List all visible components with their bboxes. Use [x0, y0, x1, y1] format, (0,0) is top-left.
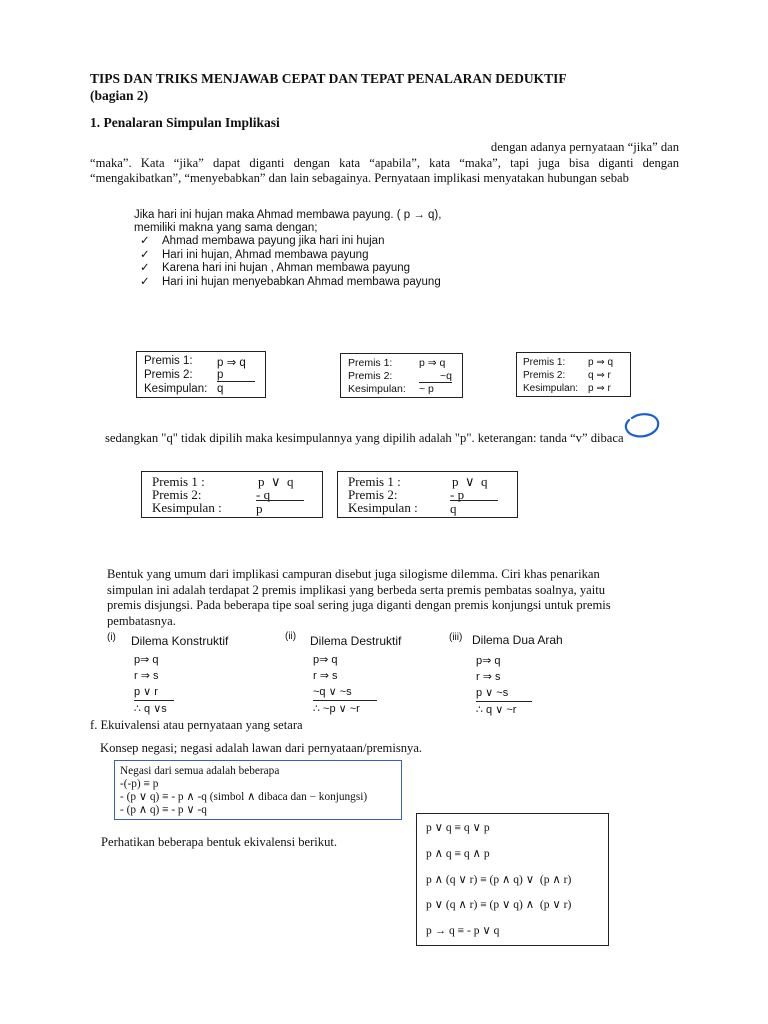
- check-icon: ✓: [140, 248, 150, 261]
- dilemma-paragraph: [107, 567, 667, 629]
- negation-line: - (p ∧ q) ≡ - p ∨ -q: [120, 804, 207, 816]
- premise-1-value: p ∨ q: [258, 474, 294, 489]
- disjunction-box-1: [141, 471, 323, 518]
- dilemma-3-number: (iii): [449, 632, 463, 643]
- paragraph-line-1: dengan adanya pernyataan “jika” dan: [490, 140, 679, 154]
- dilemma-step: p⇒ q: [476, 655, 501, 667]
- conclusion-label: Kesimpulan:: [144, 383, 208, 395]
- conclusion-value: p ⇒ r: [588, 383, 611, 394]
- disjunction-box-2: [337, 471, 518, 518]
- disjunction-text: sedangkan "q" tidak dipilih maka kesimpulannya yang dipilih adalah "p". keterangan: tanda “v” dibaca: [105, 431, 624, 445]
- premise-box-modus-tollens: [340, 353, 463, 398]
- conclusion-label: Kesimpulan :: [348, 500, 418, 515]
- dilemma-2-number: (ii): [285, 631, 297, 642]
- conclusion-value: ~ p: [419, 383, 434, 395]
- check-icon: ✓: [140, 235, 150, 247]
- dilemma-step: p ∨ r: [134, 684, 174, 701]
- negation-line: -(-p) ≡ p: [120, 778, 159, 790]
- premise-1-value: p ⇒ q: [419, 357, 446, 369]
- premise-2-value: - p: [450, 487, 465, 502]
- check-icon: ✓: [140, 275, 150, 288]
- negation-line: - (p ∨ q) ≡ - p ∧ -q (simbol ∧ dibaca dan − konjungsi): [120, 791, 368, 803]
- equivalence-form: p ∧ q ≡ q ∧ p: [426, 848, 490, 860]
- document-title: TIPS DAN TRIKS MENJAWAB CEPAT DAN TEPAT PENALARAN DEDUKTIF: [90, 71, 567, 86]
- dilemma-line: premis disjungsi. Pada beberapa tipe soal sering juga diganti dengan premis konjungsi untuk premis: [107, 598, 611, 612]
- list-item-text: Hari ini hujan menyebabkan Ahmad membawa payung: [162, 275, 441, 288]
- dilemma-step: r ⇒ s: [134, 670, 159, 682]
- paragraph-line-2: [90, 155, 679, 171]
- dilemma-line: pembatasnya.: [107, 613, 176, 628]
- dilemma-step: p ∨ ~s: [476, 685, 532, 702]
- dilemma-3-steps: [476, 653, 532, 718]
- list-item: [140, 235, 441, 249]
- premise-2-value: q ⇒ r: [588, 370, 611, 381]
- conclusion-label: Kesimpulan:: [523, 383, 579, 394]
- premise-1-label: Premis 1:: [144, 355, 193, 367]
- equivalence-form: p ∨ q ≡ q ∨ p: [426, 822, 490, 834]
- list-item: [140, 276, 441, 290]
- conclusion-value: p: [256, 500, 304, 517]
- list-item-text: Hari ini hujan, Ahmad membawa payung: [162, 248, 369, 261]
- equivalence-heading: f. Ekuivalensi atau pernyataan yang setara: [90, 718, 303, 732]
- premise-2-value: - q: [256, 487, 271, 502]
- equivalence-form: p ∧ (q ∨ r) ≡ (p ∧ q) ∨ (p ∧ r): [426, 874, 572, 886]
- premise-2-label: Premis 2:: [348, 370, 393, 382]
- dilemma-step: ∴ q ∨s: [134, 703, 167, 715]
- dilemma-line: simpulan ini adalah terdapat 2 premis implikasi yang berbeda serta premis pembatas soalnya, yaitu: [107, 582, 606, 597]
- equivalence-form: p → q ≡ - p ∨ q: [426, 925, 500, 937]
- dilemma-step: p⇒ q: [134, 654, 159, 666]
- premise-2-value: p: [217, 369, 255, 382]
- dilemma-1-number: (i): [107, 632, 116, 643]
- dilemma-step: ~q ∨ ~s: [313, 684, 377, 701]
- negation-box: [114, 760, 402, 820]
- forms-intro: Perhatikan beberapa bentuk ekivalensi berikut.: [101, 835, 338, 849]
- premise-1-label: Premis 1:: [523, 357, 566, 368]
- list-item: [140, 249, 441, 263]
- list-item: [140, 262, 441, 276]
- equivalence-form: p ∨ (q ∧ r) ≡ (p ∨ q) ∧ (p ∨ r): [426, 899, 572, 911]
- premise-2-label: Premis 2:: [144, 369, 193, 381]
- dilemma-3-name: Dilema Dua Arah: [472, 633, 563, 647]
- dilemma-step: r ⇒ s: [313, 670, 338, 682]
- premise-box-syllogism: [516, 352, 631, 397]
- dilemma-step: p⇒ q: [313, 654, 338, 666]
- list-item-text: Karena hari ini hujan , Ahman membawa payung: [162, 262, 411, 274]
- negation-line: Negasi dari semua adalah beberapa: [120, 765, 280, 777]
- annotation-circle-icon: [620, 411, 662, 441]
- check-list: [140, 235, 441, 289]
- conclusion-value: q: [450, 500, 498, 517]
- premise-2-label: Premis 2:: [152, 487, 202, 502]
- premise-1-label: Premis 1 :: [152, 474, 205, 489]
- paragraph-line-3: “mengakibatkan”, “menyebabkan” dan lain sebagainya. Pernyataan implikasi menyatakan hubungan sebab: [90, 171, 629, 185]
- check-icon: ✓: [140, 262, 150, 274]
- equivalence-forms-box: [416, 813, 609, 946]
- dilemma-2-name: Dilema Destruktif: [310, 634, 402, 648]
- premise-1-label: Premis 1 :: [348, 474, 401, 489]
- premise-1-label: Premis 1:: [348, 357, 393, 369]
- premise-1-value: p ∨ q: [452, 474, 488, 489]
- example-line-2: memiliki makna yang sama dengan;: [134, 222, 318, 234]
- dilemma-1-steps: [134, 652, 174, 717]
- premise-box-modus-ponens: [136, 351, 266, 398]
- dilemma-2-steps: [313, 652, 377, 717]
- premise-1-value: p ⇒ q: [588, 357, 614, 368]
- premise-1-value: p ⇒ q: [217, 357, 246, 369]
- dilemma-1-name: Dilema Konstruktif: [131, 634, 229, 648]
- paragraph-line-2-text: “maka”. Kata “jika” dapat diganti dengan kata “apabila”, kata “maka”, tapi juga bisa diganti dengan: [90, 156, 679, 170]
- premise-2-value: ~q: [419, 370, 452, 383]
- dilemma-line: Bentuk yang umum dari implikasi campuran disebut juga silogisme dilemma. Ciri khas penarikan: [107, 567, 600, 581]
- dilemma-step: ∴ q ∨ ~r: [476, 704, 517, 716]
- document-subtitle: (bagian 2): [90, 88, 149, 103]
- list-item-text: Ahmad membawa payung jika hari ini hujan: [162, 235, 385, 247]
- dilemma-step: r ⇒ s: [476, 671, 501, 683]
- premise-2-label: Premis 2:: [348, 487, 398, 502]
- negation-intro: Konsep negasi; negasi adalah lawan dari pernyataan/premisnya.: [100, 741, 423, 755]
- dilemma-step: ∴ ~p ∨ ~r: [313, 703, 360, 715]
- section-heading: 1. Penalaran Simpulan Implikasi: [90, 115, 280, 130]
- conclusion-value: q: [217, 383, 224, 395]
- conclusion-label: Kesimpulan:: [348, 383, 406, 395]
- conclusion-label: Kesimpulan :: [152, 500, 222, 515]
- example-line-1: Jika hari ini hujan maka Ahmad membawa payung. ( p → q),: [134, 209, 442, 221]
- premise-2-label: Premis 2:: [523, 370, 566, 381]
